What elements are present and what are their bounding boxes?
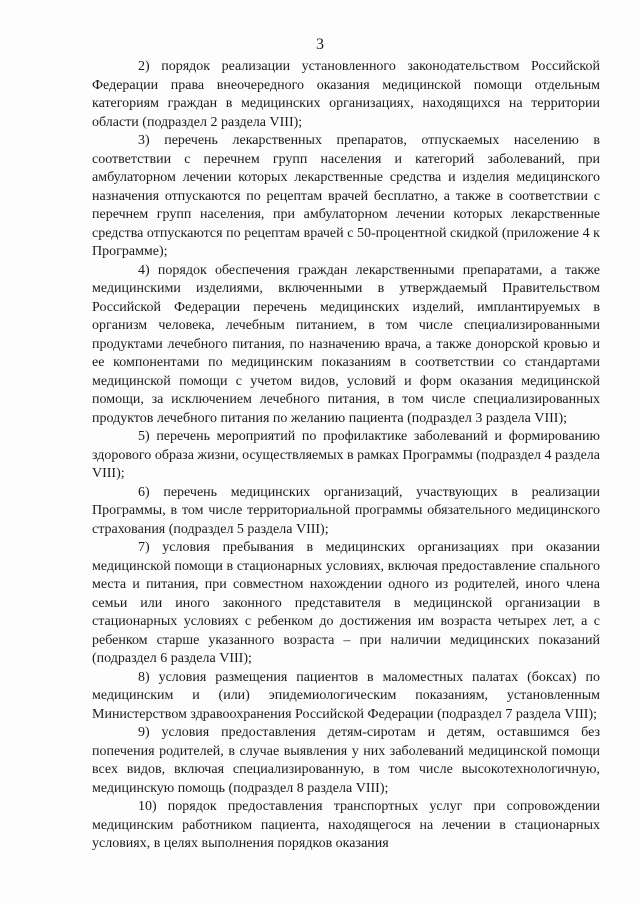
list-item-9: 9) условия предоставления детям-сиротам и детям, оставшимся без попечения родителей, в случае выявления у них заболеваний медицинской помощи всех видов, включая специализированную, в том числе высокотехнологичную, медицинскую помощь (подраздел 8 раздела VIII); <box>92 725 600 796</box>
list-item-10: 10) порядок предоставления транспортных услуг при сопровождении медицинским работником пациента, находящегося на лечении в стационарных условиях, в целях выполнения порядков оказания <box>92 799 600 851</box>
document-body <box>92 58 600 854</box>
list-item-4: 4) порядок обеспечения граждан лекарственными препаратами, а также медицинскими изделиями, включенными в утверждаемый Правительством Российской Федерации перечень медицинских изделий, имплантируемых в организм человека, лечебным питанием, в том числе специализированными продуктами лечебного питания, по назначению врача, а также донорской кровью и ее компонентами по медицинским показаниям в соответствии со стандартами медицинской помощи с учетом видов, условий и форм оказания медицинской помощи, за исключением лечебного питания, в том числе специализированных продуктов лечебного питания по желанию пациента (подраздел 3 раздела VIII); <box>92 262 600 426</box>
list-item-7: 7) условия пребывания в медицинских организациях при оказании медицинской помощи в стационарных условиях, включая предоставление спального места и питания, при совместном нахождении одного из родителей, иного члена семьи или иного законного представителя в медицинской организации в стационарных условиях с ребенком до достижения им возраста четырех лет, а с ребенком старше указанного возраста – при наличии медицинских показаний (подраздел 6 раздела VIII); <box>92 540 600 666</box>
list-item-5: 5) перечень мероприятий по профилактике заболеваний и формированию здорового образа жизни, осуществляемых в рамках Программы (подраздел 4 раздела VIII); <box>92 429 600 481</box>
list-item-8: 8) условия размещения пациентов в маломестных палатах (боксах) по медицинским и (или) эпидемиологическим показаниям, установленным Министерством здравоохранения Российской Федерации (подраздел 7 раздела VIII); <box>92 669 600 722</box>
list-item-3: 3) перечень лекарственных препаратов, отпускаемых населению в соответствии с перечнем групп населения и категорий заболеваний, при амбулаторном лечении которых лекарственные средства и изделия медицинского назначения отпускаются по рецептам врачей бесплатно, а также в соответствии с перечнем групп населения, при амбулаторном лечении которых лекарственные средства отпускаются по рецептам врачей с 50-процентной скидкой (приложение 4 к Программе); <box>92 133 600 259</box>
list-item-6: 6) перечень медицинских организаций, участвующих в реализации Программы, в том числе территориальной программы обязательного медицинского страхования (подраздел 5 раздела VIII); <box>92 484 600 537</box>
page-number: 3 <box>316 36 324 53</box>
list-item-2: 2) порядок реализации установленного законодательством Российской Федерации права внеочередного оказания медицинской помощи отдельным категориям граждан в медицинских организациях, находящихся на территории области (подраздел 2 раздела VIII); <box>92 59 600 130</box>
